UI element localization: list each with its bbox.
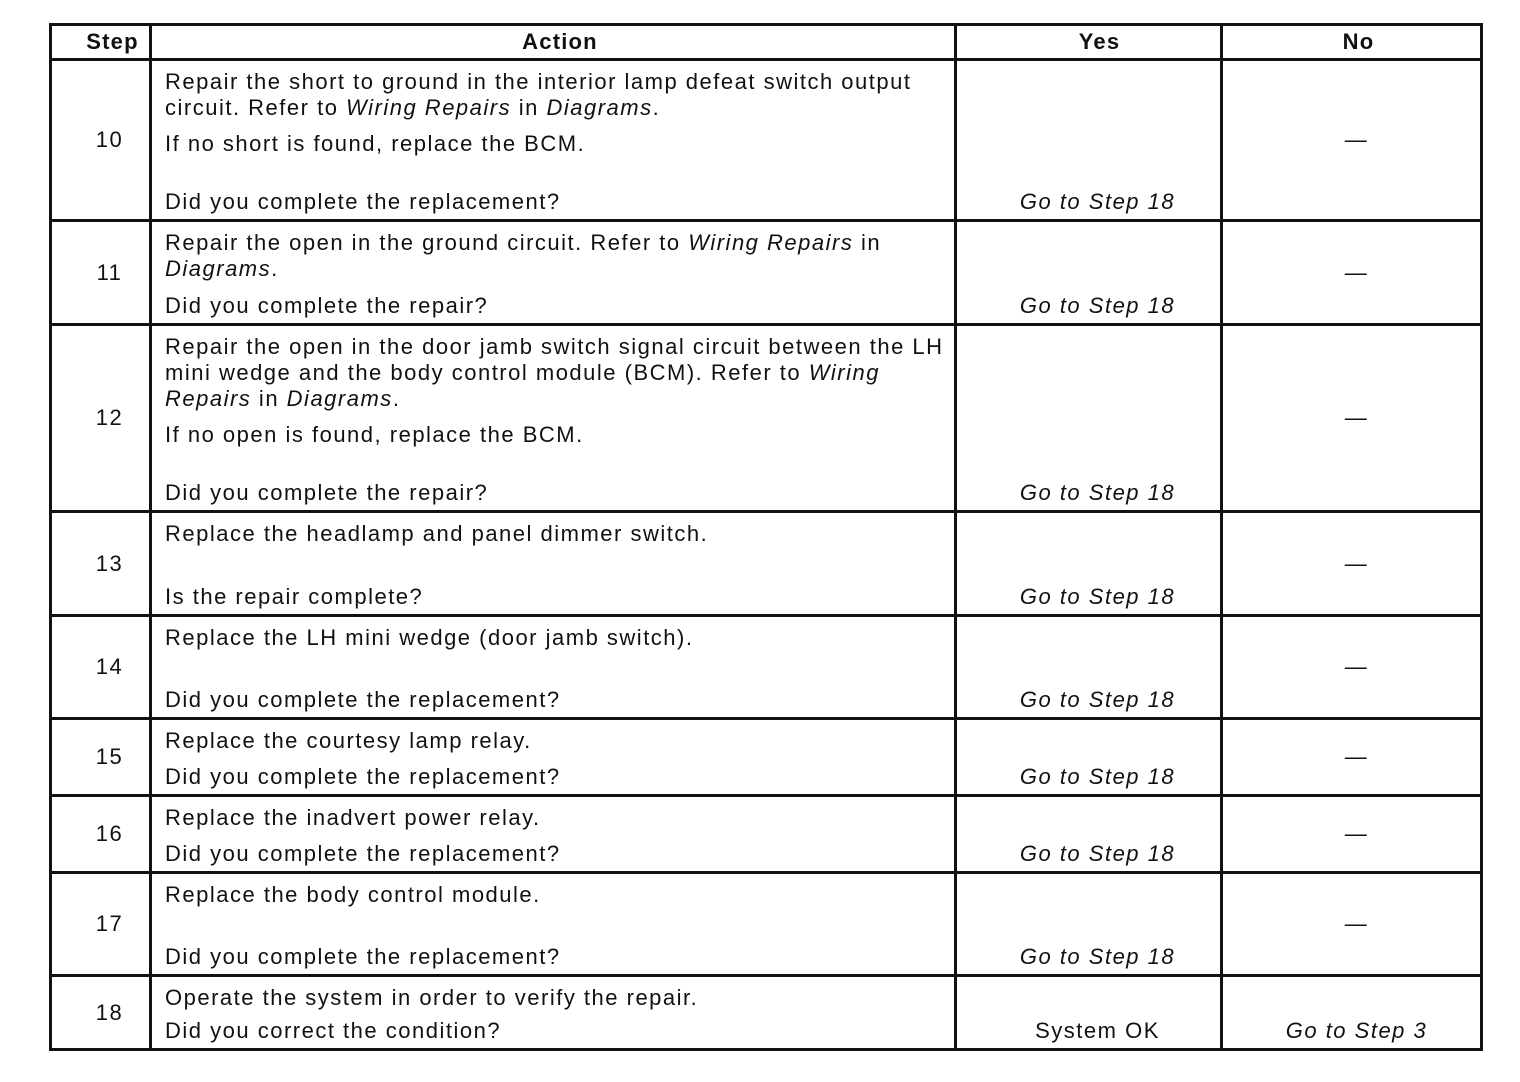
yes-result <box>957 617 1223 720</box>
yes-result-text: Go to Step 18 <box>1019 764 1176 789</box>
yes-result <box>957 61 1223 222</box>
action-question: Did you complete the repair? <box>165 480 489 505</box>
reference-text: Repairs <box>165 386 252 411</box>
action-line <box>165 985 948 1011</box>
yes-result-text: Go to Step 18 <box>1019 584 1176 609</box>
no-result-text: — <box>1344 550 1369 576</box>
yes-result-text: Go to Step 18 <box>1019 687 1176 712</box>
action-text: Operate the system in order to verify the repair. <box>165 985 699 1010</box>
yes-result-text: System OK <box>1035 1018 1160 1043</box>
header-step: Step <box>52 26 152 61</box>
action-text: . <box>392 386 401 411</box>
action-line <box>165 256 948 282</box>
action-paragraph <box>165 805 948 831</box>
reference-text: Diagrams <box>546 95 653 120</box>
action-text: Replace the inadvert power relay. <box>165 805 541 830</box>
action-question: Did you complete the replacement? <box>165 841 561 866</box>
action-paragraph <box>165 334 948 412</box>
action-paragraph <box>165 230 948 282</box>
step-number: 15 <box>52 720 152 797</box>
action-cell <box>152 513 957 617</box>
no-result <box>1223 720 1483 797</box>
action-line <box>165 360 948 386</box>
action-line <box>165 230 948 256</box>
action-text: Repair the open in the ground circuit. Refer to <box>165 230 689 255</box>
no-result <box>1223 797 1483 874</box>
yes-result <box>957 222 1223 326</box>
no-result <box>1223 617 1483 720</box>
action-text: . <box>652 95 661 120</box>
action-question: Did you complete the repair? <box>165 293 489 318</box>
header-no: No <box>1223 26 1483 61</box>
action-cell <box>152 326 957 513</box>
yes-result-text: Go to Step 18 <box>1019 293 1176 318</box>
action-line <box>165 422 948 448</box>
action-paragraph <box>165 422 948 448</box>
action-paragraph <box>165 131 948 157</box>
action-cell <box>152 874 957 977</box>
reference-text: Wiring <box>808 360 880 385</box>
action-cell <box>152 977 957 1051</box>
no-result <box>1223 977 1483 1051</box>
action-question: Did you correct the condition? <box>165 1018 502 1043</box>
action-question: Did you complete the replacement? <box>165 944 561 969</box>
header-action: Action <box>152 26 957 61</box>
action-text: Replace the LH mini wedge (door jamb switch). <box>165 625 694 650</box>
action-cell <box>152 61 957 222</box>
diagnostic-table <box>49 23 1483 1051</box>
yes-result-text: Go to Step 18 <box>1019 944 1176 969</box>
action-text: If no open is found, replace the BCM. <box>165 422 584 447</box>
action-line <box>165 95 948 121</box>
reference-text: Wiring Repairs <box>346 95 512 120</box>
action-line <box>165 334 948 360</box>
reference-text: Wiring Repairs <box>688 230 854 255</box>
action-cell <box>152 797 957 874</box>
action-text: Replace the body control module. <box>165 882 541 907</box>
action-text: . <box>271 256 279 281</box>
no-result-text: Go to Step 3 <box>1285 1018 1428 1043</box>
action-text: If no short is found, replace the BCM. <box>165 131 586 156</box>
no-result <box>1223 222 1483 326</box>
yes-result-text: Go to Step 18 <box>1019 189 1176 214</box>
no-result-text: — <box>1344 744 1369 769</box>
action-paragraph <box>165 882 948 908</box>
reference-text: Diagrams <box>165 256 272 281</box>
yes-result <box>957 326 1223 513</box>
step-number: 17 <box>52 874 152 977</box>
action-cell <box>152 617 957 720</box>
action-text: circuit. Refer to <box>165 95 347 120</box>
action-line <box>165 521 948 547</box>
no-result <box>1223 513 1483 617</box>
step-number: 12 <box>52 326 152 513</box>
step-number: 14 <box>52 617 152 720</box>
no-result-text: — <box>1344 127 1369 152</box>
action-line <box>165 805 948 831</box>
action-question: Did you complete the replacement? <box>165 189 561 214</box>
action-cell <box>152 222 957 326</box>
action-question: Is the repair complete? <box>165 584 424 609</box>
no-result <box>1223 874 1483 977</box>
step-number: 18 <box>52 977 152 1051</box>
action-paragraph <box>165 69 948 121</box>
action-text: in <box>511 95 547 120</box>
action-paragraph <box>165 521 948 547</box>
no-result <box>1223 326 1483 513</box>
no-result <box>1223 61 1483 222</box>
action-text: Replace the headlamp and panel dimmer switch. <box>165 521 709 546</box>
header-yes: Yes <box>957 26 1223 61</box>
yes-result <box>957 513 1223 617</box>
action-text: Repair the open in the door jamb switch signal circuit between the LH <box>165 334 944 359</box>
no-result-text: — <box>1344 911 1369 936</box>
action-text: in <box>251 386 287 411</box>
action-paragraph <box>165 985 948 1011</box>
yes-result-text: Go to Step 18 <box>1019 841 1176 866</box>
action-line <box>165 625 948 651</box>
step-number: 13 <box>52 513 152 617</box>
yes-result <box>957 720 1223 797</box>
no-result-text: — <box>1344 654 1369 679</box>
step-number: 11 <box>52 222 152 326</box>
action-question: Did you complete the replacement? <box>165 764 561 789</box>
no-result-text: — <box>1344 405 1369 430</box>
action-text: Replace the courtesy lamp relay. <box>165 728 532 753</box>
reference-text: Diagrams <box>286 386 393 411</box>
action-paragraph <box>165 625 948 651</box>
yes-result <box>957 874 1223 977</box>
action-paragraph <box>165 728 948 754</box>
yes-result-text: Go to Step 18 <box>1019 480 1176 505</box>
action-cell <box>152 720 957 797</box>
action-line <box>165 882 948 908</box>
action-line <box>165 386 948 412</box>
action-question: Did you complete the replacement? <box>165 687 561 712</box>
action-line <box>165 69 948 95</box>
action-text: in <box>853 230 882 255</box>
action-text: Repair the short to ground in the interior lamp defeat switch output <box>165 69 912 94</box>
no-result-text: — <box>1344 821 1369 846</box>
no-result-text: — <box>1344 259 1369 285</box>
action-line <box>165 728 948 754</box>
action-line <box>165 131 948 157</box>
step-number: 10 <box>52 61 152 222</box>
step-number: 16 <box>52 797 152 874</box>
action-text: mini wedge and the body control module (BCM). Refer to <box>165 360 809 385</box>
yes-result <box>957 797 1223 874</box>
yes-result <box>957 977 1223 1051</box>
